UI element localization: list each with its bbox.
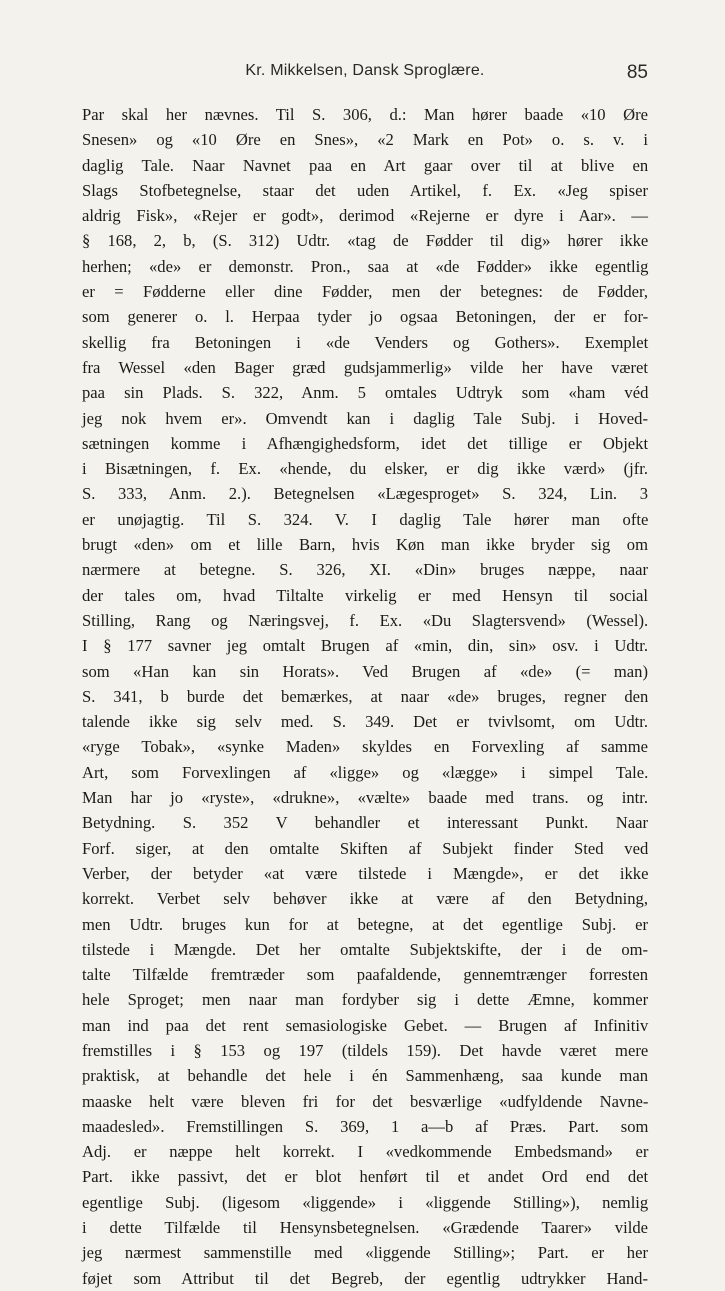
text-line: i dette Tilfælde til Hensynsbetegnelsen. «Grædende Taarer» vilde: [82, 1218, 648, 1238]
text-line: Betydning. S. 352 V behandler et interessant Punkt. Naar: [82, 813, 648, 833]
text-line: som generer o. l. Herpaa tyder jo ogsaa Betoningen, der er for-: [82, 307, 649, 327]
text-line: § 168, 2, b, (S. 312) Udtr. «tag de Fødder til dig» hører ikke: [82, 231, 649, 251]
text-line: nærmere at betegne. S. 326, XI. «Din» bruges næppe, naar: [82, 560, 648, 580]
text-line: fra Wessel «den Bager græd gudsjammerlig» vilde her have været: [82, 357, 648, 377]
text-line: herhen; «de» er demonstr. Pron., saa at «de Fødder» ikke egentlig: [82, 256, 649, 276]
text-line: egentlige Subj. (ligesom «liggende» i «liggende Stilling»), nemlig: [82, 1192, 649, 1212]
text-line: S. 333, Anm. 2.). Betegnelsen «Lægesproget» S. 324, Lin. 3: [82, 484, 648, 504]
text-line: hele Sproget; men naar man fordyber sig i dette Æmne, kommer: [82, 990, 649, 1010]
text-line: daglig Tale. Naar Navnet paa en Art gaar over til at blive en: [82, 155, 649, 175]
text-line: skellig fra Betoningen i «de Venders og Gothers». Exemplet: [82, 332, 649, 352]
text-line: Man har jo «ryste», «drukne», «vælte» baade med trans. og intr.: [82, 788, 648, 808]
running-title: Kr. Mikkelsen, Dansk Sproglære.: [245, 62, 485, 79]
text-line: aldrig Fisk», «Rejer er godt», derimod «Rejerne er dyre i Aar». —: [82, 206, 648, 226]
text-line: talende ikke sig selv med. S. 349. Det er tvivlsomt, om Udtr.: [82, 712, 648, 732]
text-line: Verber, der betyder «at være tilstede i Mængde», er det ikke: [82, 863, 649, 883]
text-line: maadesled». Fremstillingen S. 369, 1 a—b af Præs. Part. som: [82, 1116, 649, 1136]
page-number: 85: [626, 62, 648, 83]
text-line: er = Fødderne eller dine Fødder, men der betegnes: de Fødder,: [82, 282, 648, 302]
text-line: maaske helt være bleven fri for det besværlige «udfyldende Navne-: [82, 1091, 649, 1111]
text-line: praktisk, at behandle det hele i én Sammenhæng, saa kunde man: [82, 1066, 648, 1086]
text-line: sætningen komme i Afhængighedsform, idet det tillige er Objekt: [82, 433, 649, 453]
text-line: S. 341, b burde det bemærkes, at naar «de» bruges, regner den: [82, 686, 649, 706]
text-line: Snesen» og «10 Øre en Snes», «2 Mark en Pot» o. s. v. i: [82, 130, 648, 150]
text-line: føjet som Attribut til det Begreb, der egentlig udtrykker Hand-: [82, 1268, 648, 1288]
text-line: Par skal her nævnes. Til S. 306, d.: Man hører baade «10 Øre: [82, 105, 648, 124]
text-line: Stilling, Rang og Næringsvej, f. Ex. «Du Slagtersvend» (Wessel).: [82, 610, 649, 630]
text-line: i Bisætningen, f. Ex. «hende, du elsker, er dig ikke værd» (jfr.: [82, 459, 648, 479]
text-line: Art, som Forvexlingen af «ligge» og «lægge» i simpel Tale.: [82, 762, 649, 782]
text-line: der tales om, hvad Tiltalte virkelig er med Hensyn til social: [82, 585, 649, 605]
text-line: fremstilles i § 153 og 197 (tildels 159). Det havde været mere: [82, 1040, 649, 1060]
text-line: jeg nærmest sammenstille med «liggende Stilling»; Part. er her: [82, 1243, 648, 1263]
text-line: I § 177 savner jeg omtalt Brugen af «min, din, sin» osv. i Udtr.: [82, 636, 649, 656]
text-line: man ind paa det rent semasiologiske Gebet. — Brugen af Infinitiv: [82, 1015, 649, 1035]
text-line: talte Tilfælde fremtræder som paafaldende, gennemtrænger forresten: [82, 965, 648, 985]
text-line: men Udtr. bruges kun for at betegne, at det egentlige Subj. er: [82, 914, 648, 934]
text-line: tilstede i Mængde. Det her omtalte Subjektskifte, der i de om-: [82, 939, 649, 959]
text-line: paa sin Plads. S. 322, Anm. 5 omtales Udtryk som «ham véd: [82, 383, 649, 403]
text-line: som «Han kan sin Horats». Ved Brugen af «de» (= man): [82, 661, 648, 681]
text-line: Slags Stofbetegnelse, staar det uden Artikel, f. Ex. «Jeg spiser: [82, 180, 648, 200]
text-line: Adj. er næppe helt korrekt. I «vedkommende Embedsmand» er: [82, 1142, 649, 1162]
text-line: er unøjagtig. Til S. 324. V. I daglig Tale hører man ofte: [82, 509, 649, 529]
text-line: Part. ikke passivt, det er blot henført til et andet Ord end det: [82, 1167, 649, 1187]
text-line: «ryge Tobak», «synke Maden» skyldes en Forvexling af samme: [82, 737, 648, 757]
text-line: Forf. siger, at den omtalte Skiften af Subjekt finder Sted ved: [82, 838, 649, 858]
text-line: brugt «den» om et lille Barn, hvis Køn man ikke bryder sig om: [82, 535, 649, 555]
running-header: [82, 62, 648, 98]
body-text: [82, 102, 648, 1291]
text-line: korrekt. Verbet selv behøver ikke at være af den Betydning,: [82, 889, 648, 909]
text-line: jeg nok hvem er». Omvendt kan i daglig Tale Subj. i Hoved-: [82, 408, 648, 428]
